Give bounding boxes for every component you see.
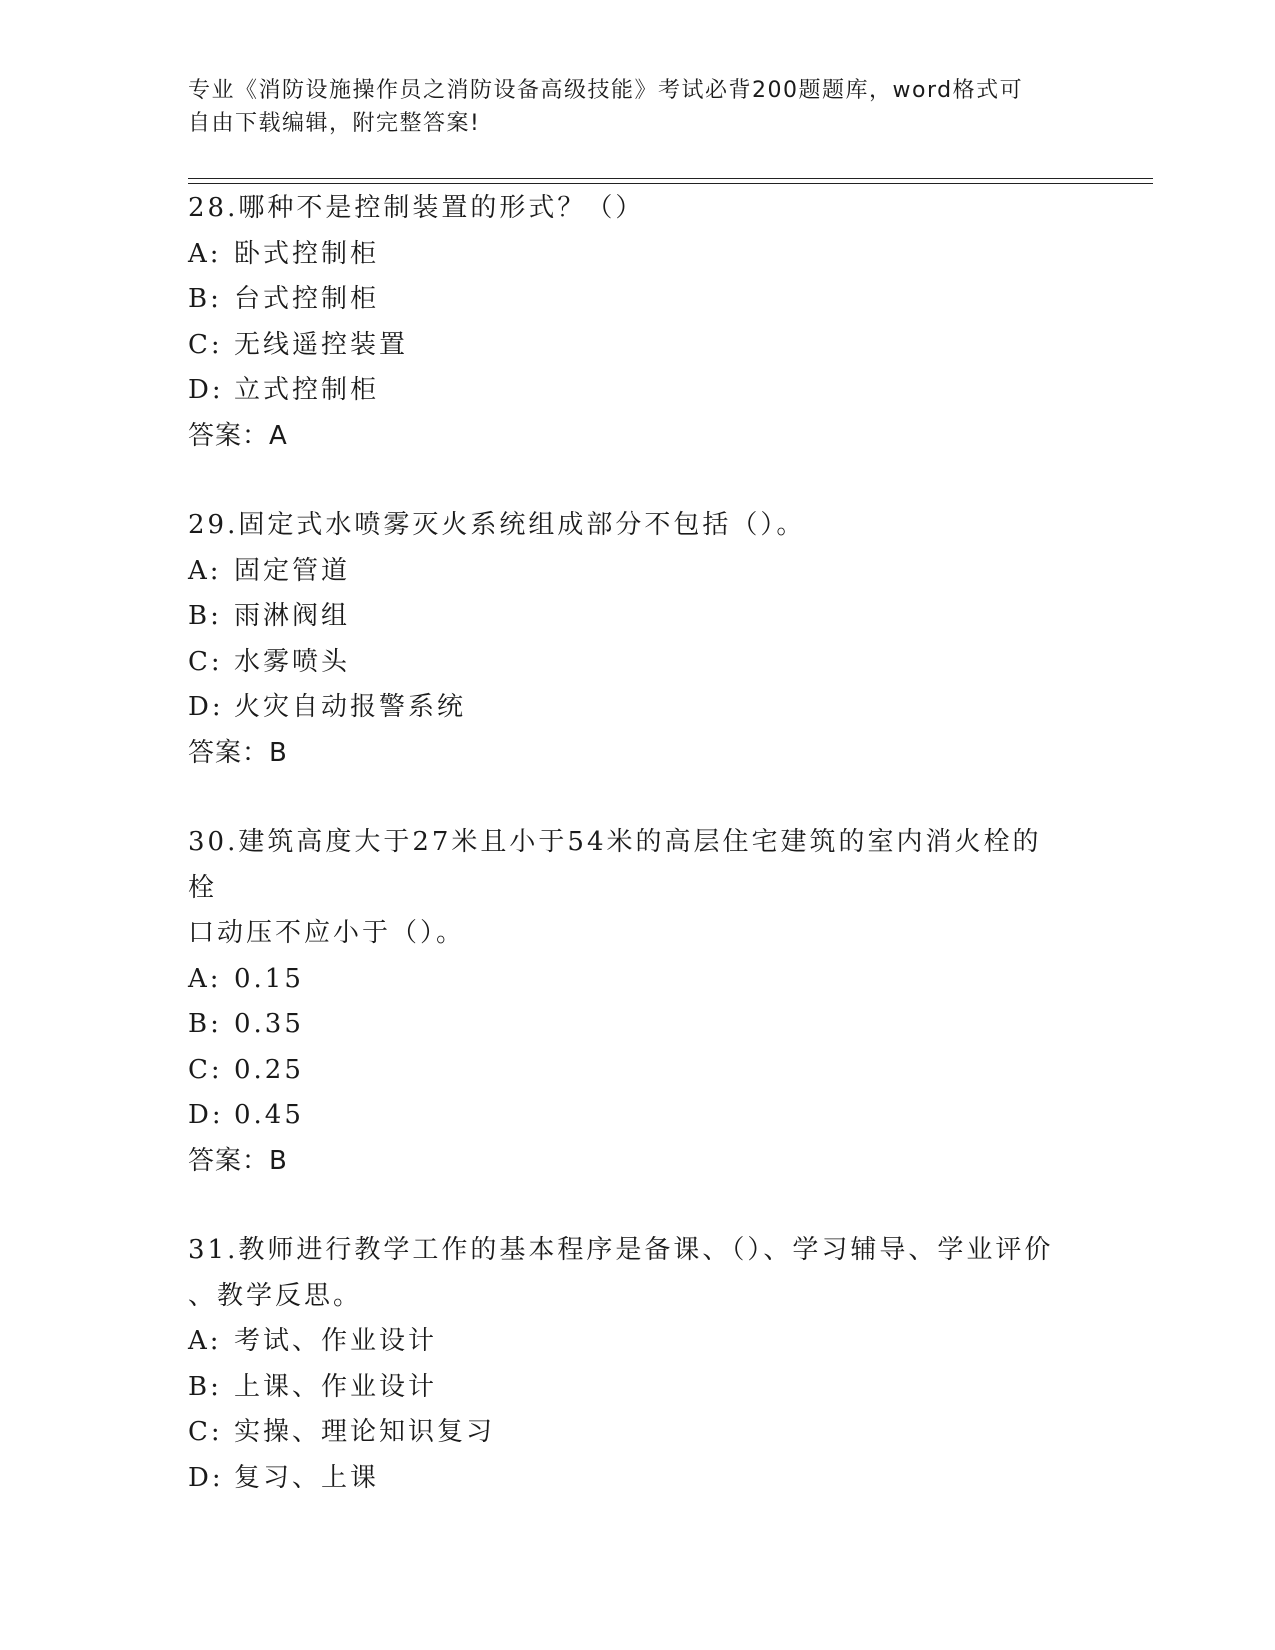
header-divider-top — [188, 178, 1153, 179]
answer-option — [188, 1456, 1088, 1502]
question-block — [188, 186, 1088, 459]
option-text: 0.45 — [234, 1100, 304, 1130]
option-key: D: — [188, 375, 224, 405]
question-stem: 30.建筑高度大于27米且小于54米的高层住宅建筑的室内消火栓的栓 — [188, 827, 1042, 903]
answer-option — [188, 1365, 1088, 1411]
option-key: A: — [188, 963, 222, 994]
option-key: C: — [188, 1417, 223, 1447]
option-text: 卧式控制柜 — [234, 238, 380, 269]
option-key: C: — [188, 646, 223, 677]
answer-key: 答案：B — [188, 737, 288, 768]
question-list — [188, 186, 1088, 1545]
option-text: 复习、上课 — [234, 1462, 380, 1493]
question-block — [188, 820, 1088, 1184]
document-header — [188, 74, 1088, 140]
answer-option — [188, 323, 1088, 369]
option-key: B: — [188, 284, 222, 314]
answer-option — [188, 594, 1088, 640]
option-text: 0.35 — [234, 1009, 304, 1039]
option-key: A: — [188, 555, 222, 586]
option-key: D: — [188, 1462, 224, 1493]
option-text: 0.15 — [234, 963, 304, 994]
header-divider-bottom — [188, 183, 1153, 184]
option-text: 0.25 — [234, 1054, 304, 1085]
answer-option — [188, 1319, 1088, 1365]
question-stem: 29.固定式水喷雾灭火系统组成部分不包括（）。 — [188, 510, 806, 540]
option-key: D: — [188, 1100, 224, 1130]
option-key: A: — [188, 1326, 222, 1356]
answer-option — [188, 549, 1088, 595]
question-block — [188, 503, 1088, 776]
answer-option — [188, 1093, 1088, 1139]
question-stem: 、教学反思。 — [188, 1280, 363, 1311]
question-block — [188, 1228, 1088, 1501]
option-text: 雨淋阀组 — [234, 601, 351, 631]
option-key: B: — [188, 1371, 222, 1402]
answer-option — [188, 957, 1088, 1003]
option-text: 实操、理论知识复习 — [234, 1417, 496, 1447]
option-text: 火灾自动报警系统 — [234, 692, 467, 722]
option-key: C: — [188, 329, 223, 360]
answer-option — [188, 232, 1088, 278]
option-text: 固定管道 — [234, 555, 351, 586]
option-text: 考试、作业设计 — [234, 1326, 438, 1356]
option-text: 无线遥控装置 — [234, 329, 409, 360]
answer-option — [188, 640, 1088, 686]
question-stem: 口动压不应小于（）。 — [188, 918, 466, 948]
question-stem: 31.教师进行教学工作的基本程序是备课、（）、学习辅导、学业评价 — [188, 1235, 1054, 1265]
answer-key: 答案：A — [188, 420, 288, 451]
option-key: A: — [188, 238, 222, 269]
answer-option — [188, 368, 1088, 414]
header-line-1: 专业《消防设施操作员之消防设备高级技能》考试必背200题题库，word格式可 — [188, 78, 1024, 103]
option-text: 水雾喷头 — [234, 646, 351, 677]
option-text: 台式控制柜 — [234, 284, 380, 314]
option-key: B: — [188, 1009, 222, 1039]
answer-option — [188, 1048, 1088, 1094]
answer-option — [188, 1002, 1088, 1048]
answer-option — [188, 685, 1088, 731]
option-key: C: — [188, 1054, 223, 1085]
answer-key: 答案：B — [188, 1145, 288, 1176]
option-key: D: — [188, 692, 224, 722]
option-text: 上课、作业设计 — [234, 1371, 438, 1402]
option-key: B: — [188, 601, 222, 631]
answer-option — [188, 277, 1088, 323]
option-text: 立式控制柜 — [234, 375, 380, 405]
header-line-2: 自由下载编辑，附完整答案! — [188, 111, 481, 136]
question-stem: 28.哪种不是控制装置的形式？（） — [188, 193, 645, 223]
answer-option — [188, 1410, 1088, 1456]
